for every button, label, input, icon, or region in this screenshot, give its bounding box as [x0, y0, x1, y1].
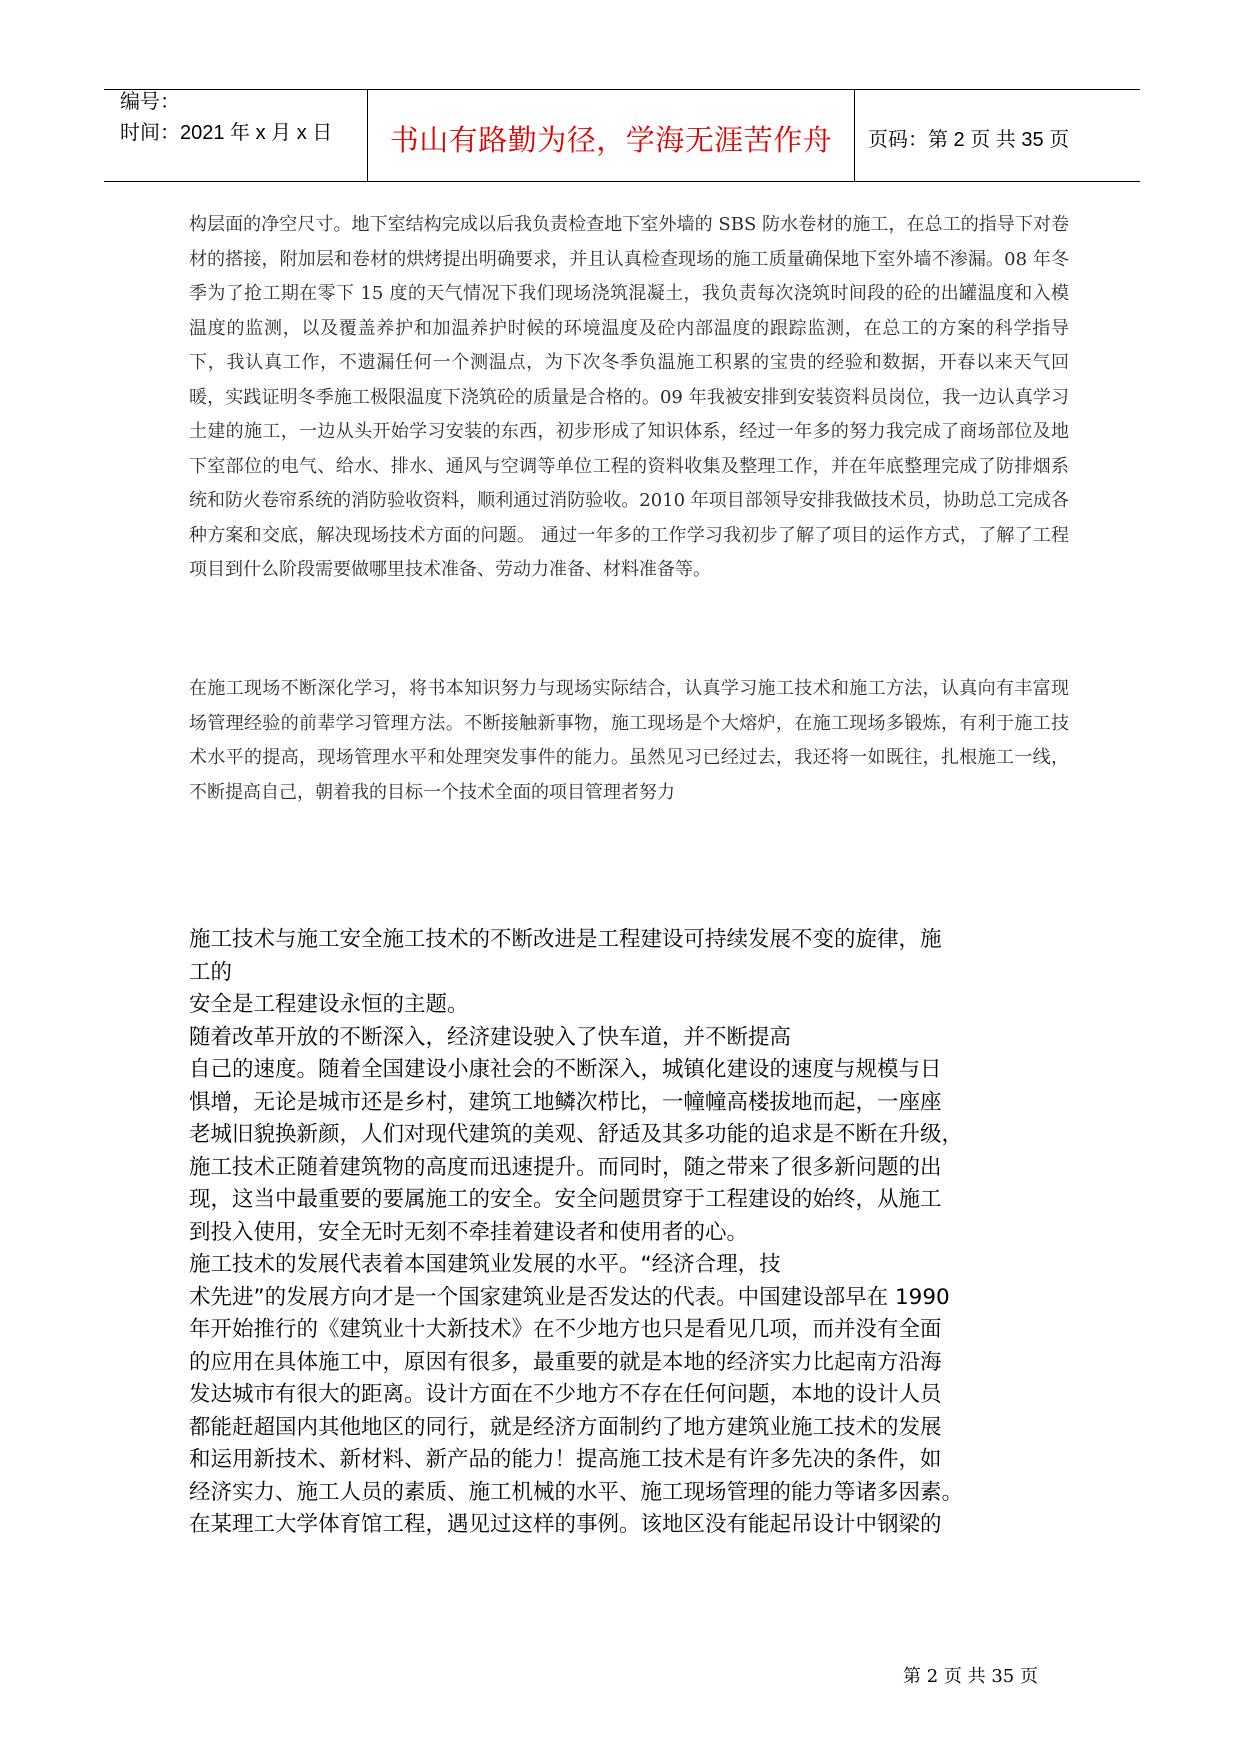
text-line: 在某理工大学体育馆工程，遇见过这样的事例。该地区没有能起吊设计中钢梁的 [189, 1512, 942, 1537]
body-paragraph-1 [189, 208, 1069, 588]
text-line: 施工技术的发展代表着本国建筑业发展的水平。“经济合理，技 [189, 1252, 781, 1277]
footer-page-number: 第 2 页 共 35 页 [903, 1666, 1038, 1687]
text-line: 和运用新技术、新材料、新产品的能力！提高施工技术是有许多先决的条件，如 [189, 1447, 942, 1472]
body-paragraph-3 [189, 924, 1069, 1542]
text-line: 的应用在具体施工中，原因有很多，最重要的就是本地的经济实力比起南方沿海 [189, 1349, 942, 1375]
document-time-label: 时间：2021 年 x 月 x 日 [120, 122, 333, 144]
paragraph-text: 构层面的净空尺寸。地下室结构完成以后我负责检查地下室外墙的 SBS 防水卷材的施工，在总工的指导下对卷材的搭接，附加层和卷材的烘烤提出明确要求，并且认真检查现场的施工质量确保地下室外墙不渗漏。08 年冬季为了抢工期在零下 15 度的天气情况下我们现场浇筑混凝土，我负责每次浇筑时间段的砼的出罐温度和入模温度的监测，以及覆盖养护和加温养护时候的环境温度及砼内部温度的跟踪监测，在总工的方案的科学指导下，我认真工作，不遗漏任何一个测温点，为下次冬季负温施工积累的宝贵的经验和数据，开春以来天气回暖，实践证明冬季施工极限温度下浇筑砼的质量是合格的。09 年我被安排到安装资料员岗位，我一边认真学习土建的施工，一边从头开始学习安装的东西，初步形成了知识体系，经过一年多的努力我完成了商场部位及地下室部位的电气、给水、排水、通风与空调等单位工程的资料收集及整理工作，并在年底整理完成了防排烟系统和防火卷帘系统的消防验收资料，顺利通过消防验收。2010 年项目部领导安排我做技术员，协助总工完成各种方案和交底，解决现场技术方面的问题。 通过一年多的工作学习我初步了解了项目的运作方式，了解了工程项目到什么阶段需要做哪里技术准备、劳动力准备、材料准备等。 [189, 214, 1069, 580]
text-line: 自己的速度。随着全国建设小康社会的不断深入，城镇化建设的速度与规模与日 [189, 1057, 942, 1082]
text-line: 经济实力、施工人员的素质、施工机械的水平、施工现场管理的能力等诸多因素。 [189, 1479, 964, 1505]
text-line: 惧增，无论是城市还是乡村，建筑工地鳞次栉比，一幢幢高楼拔地而起，一座座 [189, 1089, 942, 1115]
header-table [104, 89, 1140, 182]
text-line: 施工技术正随着建筑物的高度而迅速提升。而同时，随之带来了很多新问题的出 [189, 1154, 942, 1180]
body-paragraph-2 [189, 672, 1069, 810]
text-line: 安全是工程建设永恒的主题。 [189, 992, 469, 1017]
text-line: 发达城市有很大的距离。设计方面在不少地方不存在任何问题，本地的设计人员 [189, 1382, 942, 1407]
text-line: 工的 [189, 959, 233, 985]
text-line: 施工技术与施工安全施工技术的不断改进是工程建设可持续发展不变的旋律，施 [189, 927, 942, 952]
text-line: 年开始推行的《建筑业十大新技术》在不少地方也只是看见几项，而并没有全面 [189, 1317, 942, 1342]
text-line: 随着改革开放的不断深入，经济建设驶入了快车道，并不断提高 [189, 1024, 792, 1050]
text-line: 老城旧貌换新颜，人们对现代建筑的美观、舒适及其多功能的追求是不断在升级， [189, 1122, 964, 1147]
header-page-number: 页码：第 2 页 共 35 页 [868, 129, 1070, 151]
header-motto: 书山有路勤为径，学海无涯苦作舟 [389, 123, 833, 157]
document-number-label: 编号： [120, 91, 180, 113]
header-center-cell [368, 90, 855, 181]
text-line: 到投入使用，安全无时无刻不牵挂着建设者和使用者的心。 [189, 1219, 749, 1245]
text-line: 都能赶超国内其他地区的同行，就是经济方面制约了地方建筑业施工技术的发展 [189, 1414, 942, 1440]
text-line: 术先进”的发展方向才是一个国家建筑业是否发达的代表。中国建设部早在 1990 [189, 1284, 950, 1310]
header-left-cell [104, 90, 368, 181]
header-right-cell [855, 90, 1140, 181]
paragraph-text: 在施工现场不断深化学习，将书本知识努力与现场实际结合，认真学习施工技术和施工方法，认真向有丰富现场管理经验的前辈学习管理方法。不断接触新事物，施工现场是个大熔炉，在施工现场多锻炼，有利于施工技术水平的提高，现场管理水平和处理突发事件的能力。虽然见习已经过去，我还将一如既往，扎根施工一线，不断提高自己，朝着我的目标一个技术全面的项目管理者努力 [189, 678, 1069, 803]
text-line: 现，这当中最重要的要属施工的安全。安全问题贯穿于工程建设的始终，从施工 [189, 1187, 942, 1212]
